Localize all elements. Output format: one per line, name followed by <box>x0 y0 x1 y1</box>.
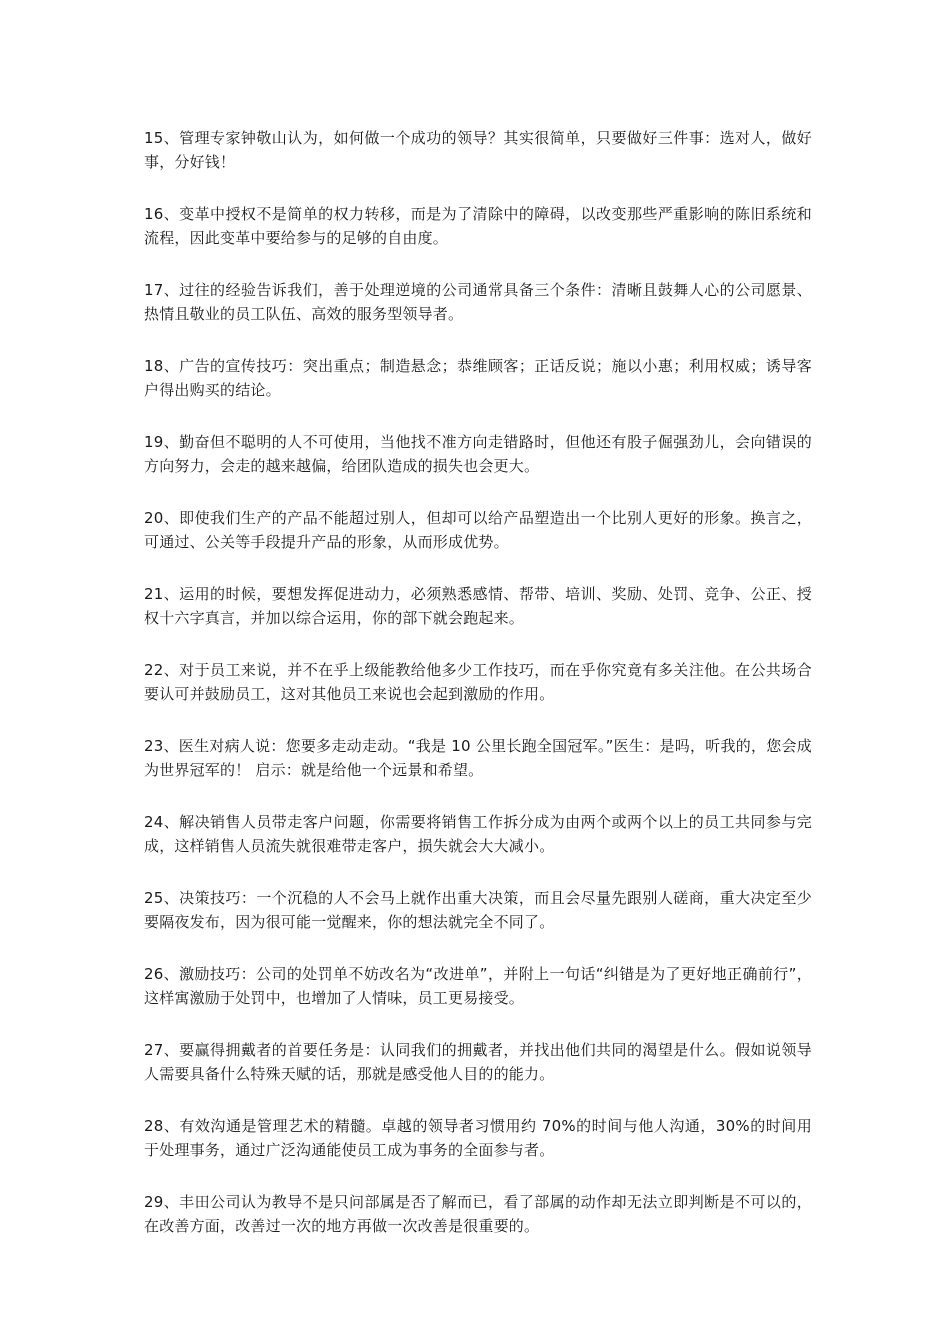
paragraph-15: 15、管理专家钟敬山认为，如何做一个成功的领导？其实很简单，只要做好三件事：选对人，做好事，分好钱！ <box>144 129 812 171</box>
paragraph-26: 26、激励技巧：公司的处罚单不妨改名为“改进单”，并附上一句话“纠错是为了更好地正确前行”，这样寓激励于处罚中，也增加了人情味，员工更易接受。 <box>144 965 813 1007</box>
paragraph-18: 18、广告的宣传技巧：突出重点；制造悬念；恭维顾客；正话反说；施以小惠；利用权威；诱导客户得出购买的结论。 <box>144 357 812 399</box>
paragraph-25: 25、决策技巧：一个沉稳的人不会马上就作出重大决策，而且会尽量先跟别人磋商，重大决定至少要隔夜发布，因为很可能一觉醒来，你的想法就完全不同了。 <box>144 889 812 931</box>
paragraph-19: 19、勤奋但不聪明的人不可使用，当他找不准方向走错路时，但他还有股子倔强劲儿，会向错误的方向努力，会走的越来越偏，给团队造成的损失也会更大。 <box>144 433 812 475</box>
paragraph-24: 24、解决销售人员带走客户问题，你需要将销售工作拆分成为由两个或两个以上的员工共同参与完成，这样销售人员流失就很难带走客户，损失就会大大减小。 <box>144 813 812 855</box>
paragraph-17: 17、过往的经验告诉我们，善于处理逆境的公司通常具备三个条件：清晰且鼓舞人心的公司愿景、热情且敬业的员工队伍、高效的服务型领导者。 <box>144 281 812 323</box>
paragraph-27: 27、要赢得拥戴者的首要任务是：认同我们的拥戴者，并找出他们共同的渴望是什么。假如说领导人需要具备什么特殊天赋的话，那就是感受他人目的的能力。 <box>144 1041 812 1083</box>
paragraph-23: 23、医生对病人说：您要多走动走动。“我是 10 公里长跑全国冠军。”医生：是吗，听我的，您会成为世界冠军的！ 启示：就是给他一个远景和希望。 <box>144 737 812 779</box>
paragraph-29: 29、丰田公司认为教导不是只问部属是否了解而已，看了部属的动作却无法立即判断是不可以的，在改善方面，改善过一次的地方再做一次改善是很重要的。 <box>144 1193 812 1235</box>
paragraph-28: 28、有效沟通是管理艺术的精髓。卓越的领导者习惯用约 70%的时间与他人沟通，30%的时间用于处理事务，通过广泛沟通能使员工成为事务的全面参与者。 <box>144 1117 812 1159</box>
paragraph-16: 16、变革中授权不是简单的权力转移，而是为了清除中的障碍，以改变那些严重影响的陈旧系统和流程，因此变革中要给参与的足够的自由度。 <box>144 205 812 247</box>
paragraph-21: 21、运用的时候，要想发挥促进动力，必须熟悉感情、帮带、培训、奖励、处罚、竞争、公正、授权十六字真言，并加以综合运用，你的部下就会跑起来。 <box>144 585 812 627</box>
paragraph-20: 20、即使我们生产的产品不能超过别人，但却可以给产品塑造出一个比别人更好的形象。换言之，可通过、公关等手段提升产品的形象，从而形成优势。 <box>144 509 812 551</box>
paragraph-22: 22、对于员工来说，并不在乎上级能教给他多少工作技巧，而在乎你究竟有多关注他。在公共场合要认可并鼓励员工，这对其他员工来说也会起到激励的作用。 <box>144 661 812 703</box>
